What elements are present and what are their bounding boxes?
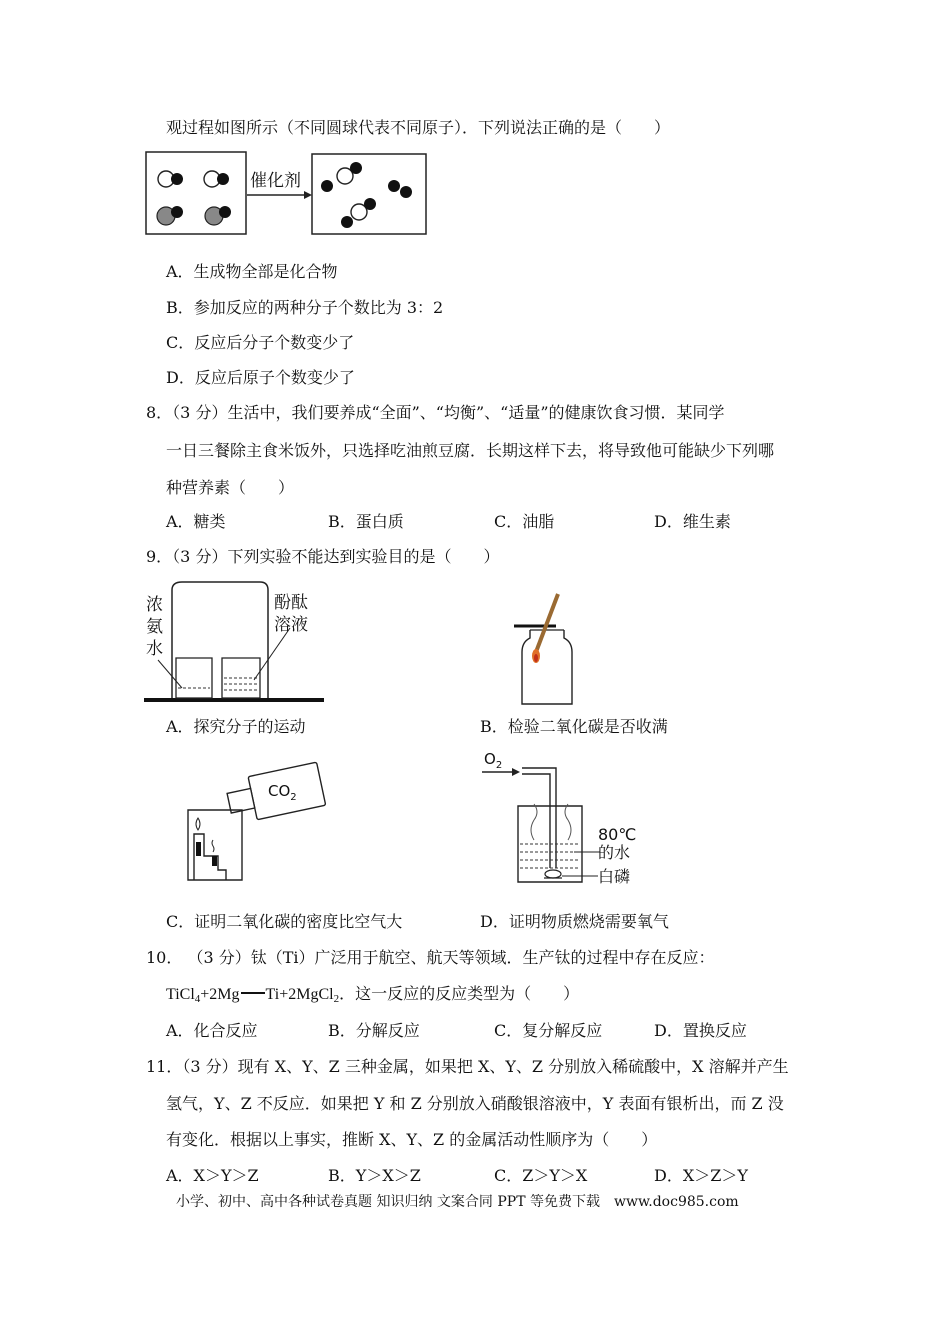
q7-reaction-figure — [144, 150, 434, 238]
q11-stem-line2: 氢气，Y、Z 不反应．如果把 Y 和 Z 分别放入硝酸银溶液中，Y 表面有银析出，而 Z 没 — [166, 1094, 784, 1113]
q10-option-c[interactable]: C．复分解反应 — [494, 1021, 603, 1040]
q10-stem-line1: 10． （3 分）钛（Ti）广泛用于航空、航天等领域．生产钛的过程中存在反应： — [146, 948, 715, 967]
q7-stem: 观过程如图所示（不同圆球代表不同原子）．下列说法正确的是（ ） — [166, 118, 671, 137]
q11-option-b[interactable]: B．Y＞X＞Z — [328, 1166, 421, 1185]
q7-option-d[interactable]: D．反应后原子个数变少了 — [166, 368, 355, 387]
q9-option-c[interactable]: C．证明二氧化碳的密度比空气大 — [166, 912, 403, 931]
fig-d-o2-label: $O_2$ — [484, 750, 503, 771]
q11-stem-line3: 有变化．根据以上事实，推断 X、Y、Z 的金属活动性顺序为（ ） — [166, 1130, 658, 1149]
fig-a-label-phenol-2: 溶液 — [274, 615, 308, 635]
q8-option-a[interactable]: A．糖类 — [166, 512, 226, 531]
q9-figure-b — [508, 592, 588, 708]
q11-option-a[interactable]: A．X＞Y＞Z — [166, 1166, 259, 1185]
fig-c-co2-label: $CO_2$ — [268, 782, 297, 803]
q8-stem-line3: 种营养素（ ） — [166, 478, 295, 497]
fig-a-label-ammonia-3: 水 — [146, 639, 163, 659]
q9-option-b[interactable]: B．检验二氧化碳是否收满 — [480, 717, 668, 736]
q9-option-d[interactable]: D．证明物质燃烧需要氧气 — [480, 912, 669, 931]
q11-option-d[interactable]: D．X＞Z＞Y — [654, 1166, 748, 1185]
q9-figure-c — [182, 752, 332, 888]
fig-a-label-ammonia-2: 氨 — [146, 617, 163, 637]
catalyst-label: 催化剂 — [250, 171, 301, 191]
q9-stem: 9．（3 分）下列实验不能达到实验目的是（ ） — [146, 547, 500, 566]
q9-option-a[interactable]: A．探究分子的运动 — [166, 717, 306, 736]
q9-figure-d — [478, 748, 638, 888]
q8-option-c[interactable]: C．油脂 — [494, 512, 555, 531]
fig-a-label-ammonia-1: 浓 — [146, 595, 163, 615]
q11-stem-line1: 11．（3 分）现有 X、Y、Z 三种金属，如果把 X、Y、Z 分别放入稀硫酸中，X 溶解并产生 — [146, 1057, 789, 1076]
fig-d-phosphorus-label: 白磷 — [598, 867, 631, 886]
equation-equals-line — [241, 992, 265, 994]
q7-option-b[interactable]: B．参加反应的两种分子个数比为 3：2 — [166, 298, 444, 317]
page-footer[interactable]: 小学、初中、高中各种试卷真题 知识归纳 文案合同 PPT 等免费下载 www.doc985.com — [176, 1194, 739, 1210]
q7-option-c[interactable]: C．反应后分子个数变少了 — [166, 333, 355, 352]
q8-option-b[interactable]: B．蛋白质 — [328, 512, 404, 531]
q10-option-d[interactable]: D．置换反应 — [654, 1021, 747, 1040]
q10-option-b[interactable]: B．分解反应 — [328, 1021, 420, 1040]
fig-d-temp-label: 80℃ — [598, 825, 637, 844]
q8-option-d[interactable]: D．维生素 — [654, 512, 731, 531]
fig-d-water-label: 的水 — [598, 843, 631, 862]
q11-option-c[interactable]: C．Z＞Y＞X — [494, 1166, 588, 1185]
q10-equation: TiCl$_4$+2Mg Ti+2MgCl$_2$．这一反应的反应类型为（ ） — [166, 986, 580, 1005]
q8-stem-line2: 一日三餐除主食米饭外，只选择吃油煎豆腐．长期这样下去，将导致他可能缺少下列哪 — [166, 441, 775, 460]
q7-option-a[interactable]: A．生成物全部是化合物 — [166, 262, 338, 281]
q9-figure-a — [142, 576, 327, 706]
q10-option-a[interactable]: A．化合反应 — [166, 1021, 258, 1040]
q8-stem-line1: 8．（3 分）生活中，我们要养成“全面”、“均衡”、“适量”的健康饮食习惯．某同学 — [146, 403, 725, 422]
fig-a-label-phenol-1: 酚酞 — [274, 593, 308, 613]
